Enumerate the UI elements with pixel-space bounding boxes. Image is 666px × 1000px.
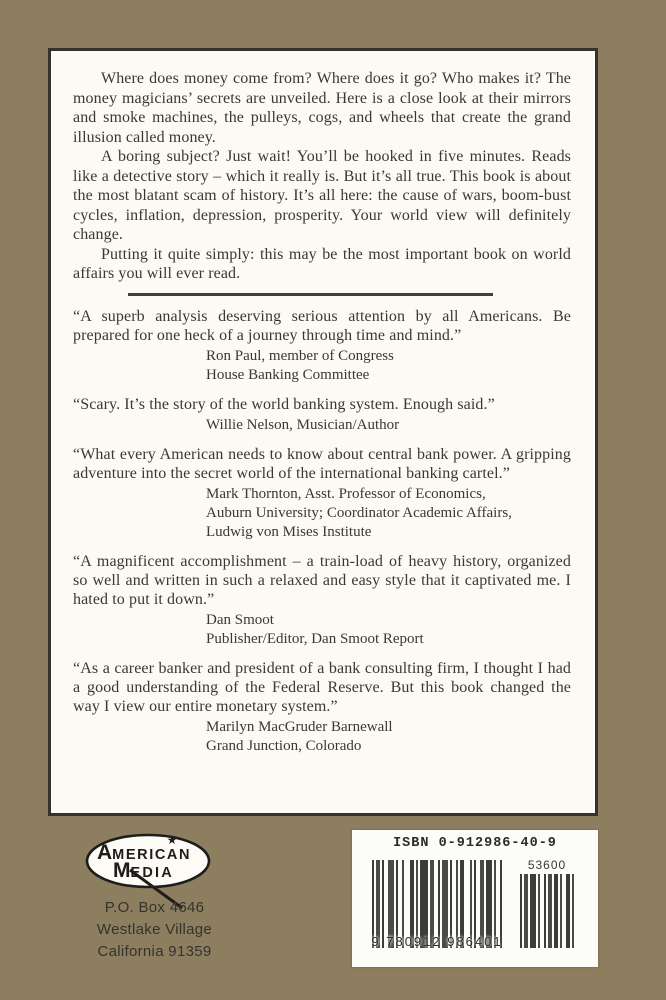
attribution-line: Dan Smoot (206, 611, 274, 628)
publisher-address (72, 897, 237, 963)
barcode-bar (572, 874, 574, 948)
isbn-label: ISBN 0-912986-40-9 (393, 836, 557, 851)
horizontal-divider (128, 293, 493, 296)
quote-attribution (206, 416, 571, 435)
attribution-line: Marilyn MacGruder Barnewall (206, 718, 393, 735)
quote-attribution (206, 611, 571, 649)
quote-text: “What every American needs to know about central bank power. A gripping adventure into the secret world of the international banking cartel.” (73, 445, 571, 482)
attribution-line: Grand Junction, Colorado (206, 737, 362, 754)
quote-block (73, 445, 571, 542)
attribution-line: Auburn University; Coordinator Academic Affairs, (206, 504, 512, 521)
attribution-line: Publisher/Editor, Dan Smoot Report (206, 630, 424, 647)
address-line: Westlake Village (96, 921, 213, 938)
quote-attribution (206, 485, 571, 542)
attribution-line: Ron Paul, member of Congress (206, 347, 394, 364)
logo-rest-american: MERICAN (112, 847, 192, 863)
quote-attribution (206, 347, 571, 385)
blurb-paragraph: A boring subject? Just wait! You’ll be hooked in five minutes. Reads like a detective story – which it really is. But it’s all true. This book is about the most blatant scam of history. It’s all here: the cause of wars, boom-bust cycles, inflation, depression, prosperity. Your world view will definitely change. (73, 148, 571, 243)
review-panel (48, 48, 598, 816)
quote-text: “A magnificent accomplishment – a train-load of heavy history, organized so well and written in such a relaxed and easy style that it captivated me. I hated to put it down.” (73, 552, 571, 608)
quote-block (73, 552, 571, 649)
address-line: P.O. Box 4646 (104, 899, 205, 916)
quote-text: “A superb analysis deserving serious attention by all Americans. Be prepared for one heck of a journey through time and mind.” (73, 307, 571, 344)
ean-number: 9 780912 986401 (371, 934, 503, 949)
blurb-paragraph: Putting it quite simply: this may be the most important book on world affairs you will ever read. (73, 245, 571, 282)
quote-attribution (206, 718, 571, 756)
logo-big-a: A (97, 841, 113, 864)
attribution-line: Mark Thornton, Asst. Professor of Economics, (206, 485, 486, 502)
attribution-line: Ludwig von Mises Institute (206, 523, 372, 540)
logo-big-m: M (113, 859, 131, 882)
attribution-line: Willie Nelson, Musician/Author (206, 416, 400, 433)
quote-text: “As a career banker and president of a bank consulting firm, I thought I had a good understanding of the Federal Reserve. But this book changed the way I view our entire monetary system.” (73, 659, 571, 715)
quote-block (73, 395, 571, 435)
star-icon: ★ (166, 833, 178, 847)
logo-rest-media: EDIA (130, 865, 174, 881)
attribution-line: House Banking Committee (206, 366, 370, 383)
quotes-section (73, 307, 571, 756)
price-code: 53600 (527, 858, 567, 872)
supplement-barcode (520, 874, 574, 948)
quote-block (73, 307, 571, 385)
blurb-paragraph: Where does money come from? Where does it go? Who makes it? The money magicians’ secrets are unveiled. Here is a close look at their mirrors and smoke machines, the pulleys, cogs, and wheels that create the grand illusion called money. (73, 70, 571, 146)
quote-block (73, 659, 571, 756)
blurb-section (73, 69, 571, 284)
address-line: California 91359 (97, 943, 212, 960)
barcode-box (352, 830, 598, 967)
quote-text: “Scary. It’s the story of the world banking system. Enough said.” (73, 395, 495, 413)
